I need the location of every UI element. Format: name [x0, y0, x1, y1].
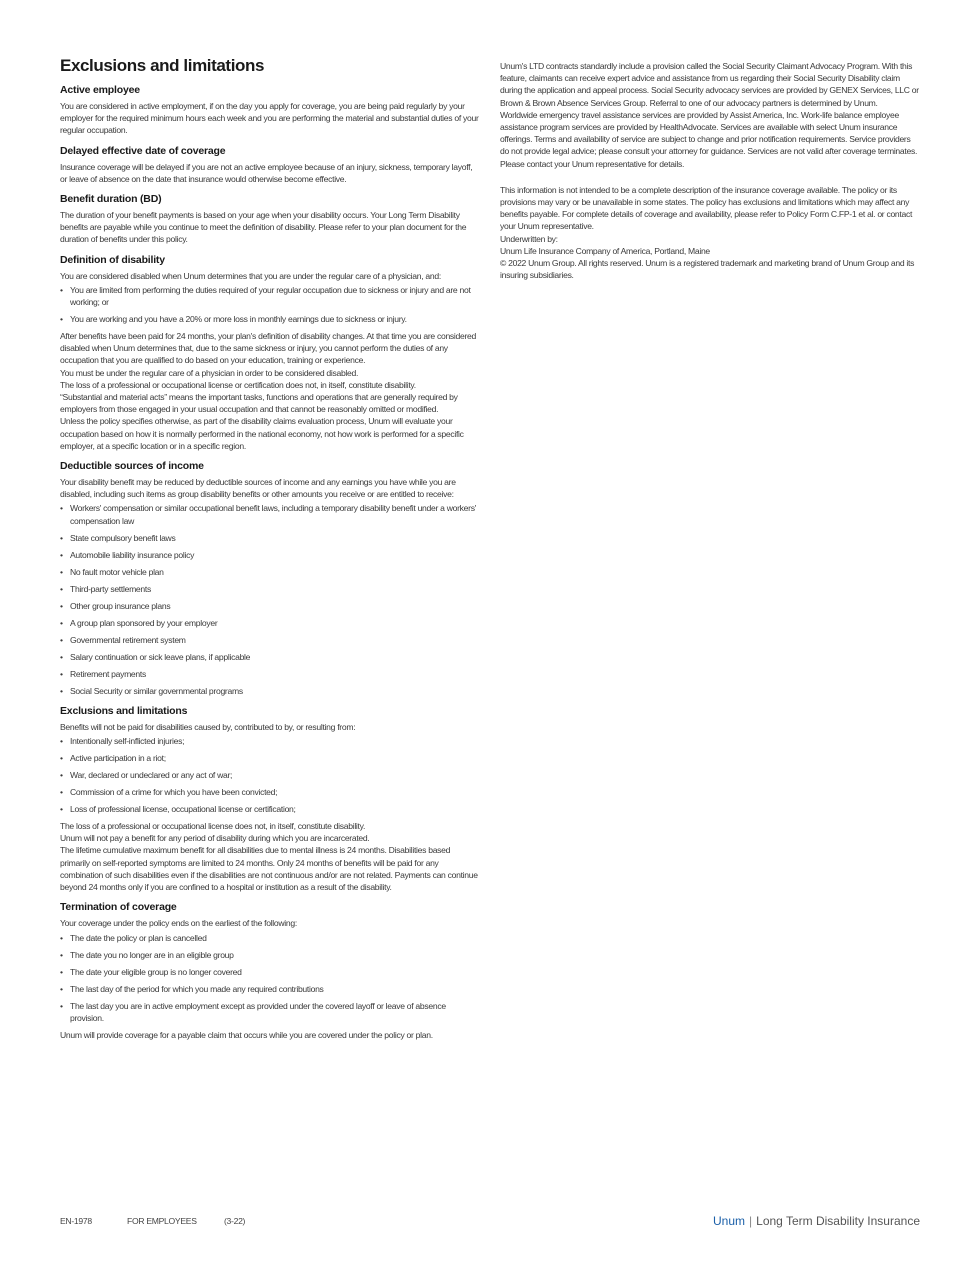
list-item: • The last day you are in active employment except as provided under the covered layoff or leave of absence provision.: [60, 1000, 480, 1024]
section-deductible-sources: [60, 460, 480, 697]
paragraph: Benefits will not be paid for disabilities caused by, contributed to by, or resulting from:: [60, 721, 356, 732]
list-item: • The date the policy or plan is cancelled: [60, 932, 480, 944]
page-footer: [60, 1214, 920, 1230]
paragraph: The duration of your benefit payments is based on your age when your disability occurs. Your Long Term Disability benefits are payable while you continue to meet the definition of disability. Please refer to your plan document for the duration of benefits under this policy.: [60, 210, 467, 245]
form-code: EN-1978: [60, 1216, 92, 1226]
brand-lockup: [713, 1214, 920, 1228]
list-item: • Active participation in a riot;: [60, 752, 480, 764]
brand-separator: |: [749, 1214, 753, 1228]
list-item: • You are working and you have a 20% or more loss in monthly earnings due to sickness or injury.: [60, 313, 480, 325]
section-heading: Deductible sources of income: [60, 460, 204, 473]
list-item: • No fault motor vehicle plan: [60, 566, 480, 578]
section-heading: Delayed effective date of coverage: [60, 144, 226, 157]
list-item: • A group plan sponsored by your employer: [60, 617, 480, 629]
section-heading: Benefit duration (BD): [60, 193, 162, 206]
paragraph: The lifetime cumulative maximum benefit for all disabilities due to mental illness is 24 months. Disabilities based primarily on self-reported symptoms are limited to 24 months. Only 24 months of benefits will be paid for any combination of such disabilities even if the disabilities are not continuous and/or are not related. Payments can continue beyond 24 months only if you are confined to a hospital or institution as a result of the disability.: [60, 845, 478, 893]
bullet-list: [60, 284, 480, 325]
paragraph-advocacy: Unum's LTD contracts standardly include a provision called the Social Security Claimant Advocacy Program. With this feature, claimants can receive expert advice and assistance from us regarding their Social Security Disability claim during the application and appeal process. Social Security advocacy services are provided by GENEX Services, LLC or Brown & Brown Absence Services Group. Referral to one of our advocacy partners is determined by Unum.: [500, 61, 919, 108]
list-item: • Workers' compensation or similar occupational benefit laws, including a temporary disability benefit under a workers' compensation law: [60, 502, 480, 526]
section-delayed-effective-date: [60, 145, 480, 185]
paragraph-travel-assistance: Worldwide emergency travel assistance services are provided by Assist America, Inc. Work-life balance employee assistance program services are provided by HealthAdvocate. Services are available with select Unum insurance offerings. Terms and availability of service are subject to change and prior notification requirements. Service providers do not provide legal advice; please consult your attorney for guidance. Services are not valid after coverage terminates. Please contact your Unum representative for details.: [500, 109, 918, 169]
section-heading: Termination of coverage: [60, 901, 177, 914]
paragraph: The loss of a professional or occupational license or certification does not, in itself, constitute disability.: [60, 379, 416, 390]
underwritten-label: Underwritten by:: [500, 233, 558, 244]
underwriter-name: Unum Life Insurance Company of America, Portland, Maine: [500, 245, 710, 256]
list-item: • Intentionally self-inflicted injuries;: [60, 735, 480, 747]
copyright-notice: © 2022 Unum Group. All rights reserved. Unum is a registered trademark and marketing brand of Unum Group and its insuring subsidiaries.: [500, 258, 915, 281]
paragraph: Insurance coverage will be delayed if you are not an active employee because of an injury, sickness, temporary layoff, or leave of absence on the date that insurance would otherwise become effective.: [60, 161, 473, 184]
paragraph: You are considered disabled when Unum determines that you are under the regular care of a physician, and:: [60, 270, 441, 281]
right-column: [500, 60, 920, 281]
list-item: • Retirement payments: [60, 668, 480, 680]
audience-label: FOR EMPLOYEES: [127, 1216, 197, 1226]
paragraph: “Substantial and material acts” means the important tasks, functions and operations that are generally required by employers from those engaged in your usual occupation and that cannot be reasonably omitted or modified.: [60, 392, 458, 415]
left-column: [60, 56, 480, 1049]
section-exclusions: [60, 705, 480, 893]
list-item: • Other group insurance plans: [60, 600, 480, 612]
bullet-list: [60, 932, 480, 1024]
paragraph: Your coverage under the policy ends on the earliest of the following:: [60, 918, 297, 929]
paragraph: Your disability benefit may be reduced by deductible sources of income and any earnings you have while you are disabled, including such items as group disability benefits or other amounts you receive or are entitled to receive:: [60, 477, 456, 500]
list-item: • Governmental retirement system: [60, 634, 480, 646]
list-item: • The date your eligible group is no longer covered: [60, 966, 480, 978]
list-item: • State compulsory benefit laws: [60, 532, 480, 544]
paragraph: Unum will not pay a benefit for any period of disability during which you are incarcerated.: [60, 833, 370, 844]
section-benefit-duration: [60, 193, 480, 246]
bullet-list: [60, 735, 480, 815]
list-item: • Automobile liability insurance policy: [60, 549, 480, 561]
list-item: • Commission of a crime for which you have been convicted;: [60, 786, 480, 798]
spacer: [500, 170, 920, 184]
paragraph: After benefits have been paid for 24 months, your plan's definition of disability changes. At that time you are considered disabled when Unum determines that, due to the same sickness or injury, you cannot perform the duties of any occupation that you are qualified to do based on your education, training or experience.: [60, 331, 477, 366]
list-item: • Social Security or similar governmental programs: [60, 685, 480, 697]
paragraph-disclaimer: This information is not intended to be a complete description of the insurance coverage available. The policy or its provisions may vary or be unavailable in some states. The policy has exclusions and limitations which may affect any benefits payable. For complete details of coverage and availability, please refer to Policy Form C.FP-1 et al. or contact your Unum representative.: [500, 184, 913, 232]
list-item: • Salary continuation or sick leave plans, if applicable: [60, 651, 480, 663]
brand-name: Unum: [713, 1214, 746, 1228]
list-item: • The last day of the period for which you made any required contributions: [60, 983, 480, 995]
paragraph: You are considered in active employment, if on the day you apply for coverage, you are being paid regularly by your employer for the required minimum hours each week and you are performing the material and substantial duties of your regular occupation.: [60, 101, 479, 136]
list-item: • Third-party settlements: [60, 583, 480, 595]
paragraph: You must be under the regular care of a physician in order to be considered disabled.: [60, 367, 359, 378]
paragraph: The loss of a professional or occupational license does not, in itself, constitute disability.: [60, 821, 366, 832]
list-item: • War, declared or undeclared or any act of war;: [60, 769, 480, 781]
page-title: Exclusions and limitations: [60, 56, 265, 75]
section-termination: [60, 901, 480, 1041]
section-definition-of-disability: [60, 254, 480, 452]
section-active-employee: [60, 84, 480, 137]
section-heading: Definition of disability: [60, 253, 165, 266]
product-name: Long Term Disability Insurance: [756, 1214, 920, 1228]
bullet-list: [60, 502, 480, 696]
section-heading: Exclusions and limitations: [60, 704, 188, 717]
list-item: • You are limited from performing the duties required of your regular occupation due to sickness or injury and are not working; or: [60, 284, 480, 308]
revision-date: (3-22): [224, 1216, 246, 1226]
section-heading: Active employee: [60, 84, 140, 96]
list-item: • The date you no longer are in an eligible group: [60, 949, 480, 961]
paragraph: Unum will provide coverage for a payable claim that occurs while you are covered under the policy or plan.: [60, 1029, 433, 1040]
list-item: • Loss of professional license, occupational license or certification;: [60, 803, 480, 815]
paragraph: Unless the policy specifies otherwise, as part of the disability claims evaluation process, Unum will evaluate your occupation based on how it is normally performed in the national economy, not how work is performed for a specific employer, at a specific location or in a specific region.: [60, 416, 464, 451]
